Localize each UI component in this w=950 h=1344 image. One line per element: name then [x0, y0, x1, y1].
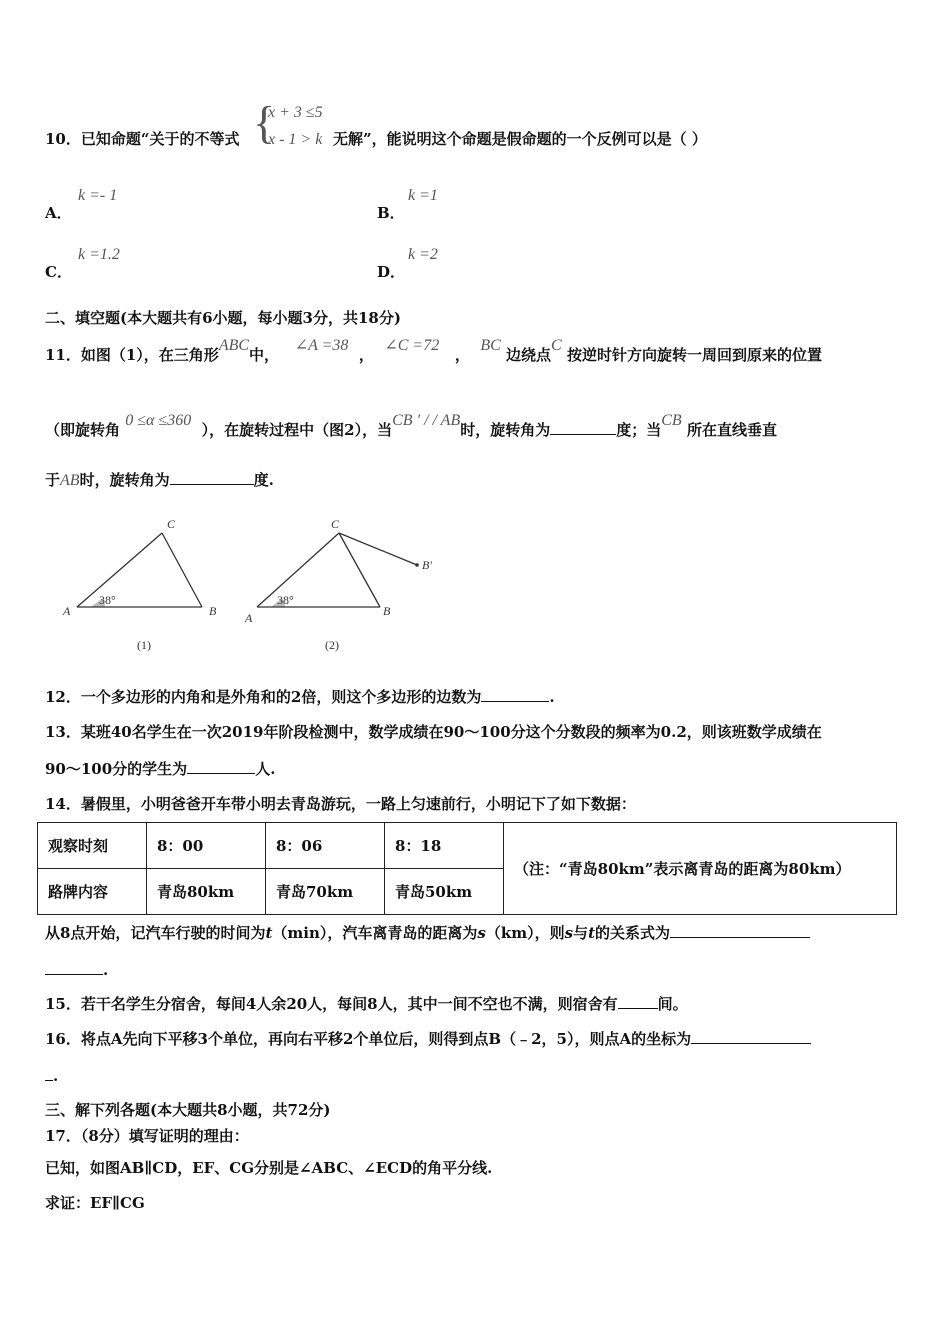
- q10-option-a-label[interactable]: A．: [45, 204, 72, 222]
- q17-given: 已知，如图AB∥CD，EF、CG分别是∠ABC、∠ECD的角平分线.: [45, 1159, 493, 1177]
- q14-after-b: （min），汽车离青岛的距离为: [272, 924, 478, 942]
- q14-intro: 14．暑假里，小明爸爸开车带小明去青岛游玩，一路上匀速前行，小明记下了如下数据：: [45, 795, 636, 813]
- q11-l3-t1: 于: [45, 471, 61, 489]
- side-ac: [77, 533, 162, 607]
- q14-after-c: （km），则: [485, 924, 565, 942]
- q14-continuation: [45, 960, 108, 979]
- section-2-heading: 二、填空题(本大题共有6小题，每小题3分，共18分): [45, 309, 401, 327]
- table-cell: 8：00: [147, 823, 266, 869]
- table-cell: 青岛70km: [266, 869, 385, 915]
- q15-end: 间。: [657, 995, 688, 1013]
- q13-line-2: [45, 758, 275, 779]
- q13-answer-blank[interactable]: [187, 759, 255, 774]
- q14-s-var: s: [477, 924, 486, 942]
- q11-line-2: [45, 412, 777, 440]
- q10-option-c-label[interactable]: C．: [45, 263, 72, 281]
- q11-l2-t1: （即旋转角: [45, 421, 121, 439]
- section-3-heading: 三、解下列各题(本大题共8小题，共72分): [45, 1101, 331, 1119]
- q13-line-1: 13．某班40名学生在一次2019年阶段检测中，数学成绩在90～100分这个分数段的频率为0.2，则该班数学成绩在: [45, 723, 822, 741]
- side-ac: [257, 533, 339, 607]
- q11-t6: 按逆时针方向旋转一周回到原来的位置: [566, 346, 822, 364]
- q16-text: 16．将点A先向下平移3个单位，再向右平移2个单位后，则得到点B（﹣2，5），则点A的坐标为: [45, 1030, 692, 1048]
- q11-l3-m1: AB: [60, 472, 80, 489]
- table-cell: 青岛50km: [385, 869, 504, 915]
- q14-after-d: 与: [573, 924, 589, 942]
- q10-option-b-label[interactable]: B．: [377, 204, 405, 222]
- q16-line: [45, 1028, 811, 1049]
- rotated-side-cb-prime: [339, 533, 417, 565]
- q12-end: .: [549, 688, 555, 706]
- table-note: （注：“青岛80km”表示离青岛的距离为80km）: [504, 823, 897, 915]
- q14-after-e: 的关系式为: [595, 924, 671, 942]
- q16-end: .: [53, 1067, 59, 1085]
- q10-option-a-expr: k =- 1: [78, 187, 118, 204]
- table-cell: 8：18: [385, 823, 504, 869]
- vertex-b-label: B: [383, 604, 391, 618]
- q11-t2: 中，: [249, 346, 280, 364]
- q12-text: 12．一个多边形的内角和是外角和的2倍，则这个多边形的边数为: [45, 688, 482, 706]
- q11-t1: 11．如图（1），在三角形: [45, 346, 219, 364]
- triangle-figure-2: [237, 510, 447, 660]
- q10-option-d-expr: k =2: [408, 246, 438, 263]
- q11-l2-t4: 度；当: [616, 421, 662, 439]
- angle-a-label: 38°: [99, 593, 116, 607]
- vertex-a-label: A: [245, 611, 253, 625]
- vertex-a-label: A: [63, 604, 71, 618]
- q13-end: 人.: [255, 760, 276, 778]
- q11-answer-blank-1[interactable]: [550, 420, 616, 435]
- angle-a-label: 38°: [277, 593, 294, 607]
- q11-t3: ，: [358, 346, 374, 364]
- table-row: [38, 823, 897, 869]
- vertex-c-label: C: [331, 517, 340, 531]
- table-cell: 8：06: [266, 823, 385, 869]
- q17-prove: 求证：EF∥CG: [45, 1194, 145, 1212]
- table-cell: 观察时刻: [38, 823, 147, 869]
- q14-answer-blank-continued[interactable]: [45, 960, 103, 975]
- q10-prefix: 10．已知命题“关于的不等式: [45, 130, 240, 148]
- vertex-c-label: C: [167, 517, 176, 531]
- point-b-prime: [415, 563, 419, 567]
- figure-1-caption: (1): [137, 638, 151, 652]
- q11-l3-t2: 时，旋转角为: [79, 471, 170, 489]
- q11-t5: 边绕点: [506, 346, 552, 364]
- q11-m3: ∠C =72: [384, 337, 440, 354]
- q12-answer-blank[interactable]: [481, 687, 549, 702]
- q14-t-var: t: [265, 924, 273, 942]
- q11-l2-t3: 时，旋转角为: [460, 421, 551, 439]
- q11-line-1: [45, 337, 822, 365]
- q11-answer-blank-2[interactable]: [170, 470, 254, 485]
- q14-s-var-2: s: [564, 924, 574, 942]
- q14-t-var-2: t: [588, 924, 595, 942]
- q11-l2-t5: 所在直线垂直: [686, 421, 777, 439]
- q11-m5: C: [551, 337, 562, 354]
- system-brace: {: [253, 97, 276, 148]
- q11-m4: BC: [480, 337, 501, 354]
- q10-option-b-expr: k =1: [408, 187, 438, 204]
- q10-option-c-expr: k =1.2: [78, 246, 120, 263]
- q15-answer-blank[interactable]: [618, 994, 658, 1009]
- table-cell: 青岛80km: [147, 869, 266, 915]
- q11-line-3: [45, 469, 274, 490]
- q11-l2-t2: ），在旋转过程中（图2），当: [201, 421, 393, 439]
- q11-m2: ∠A =38: [294, 337, 349, 354]
- q10-suffix: 无解”，能说明这个命题是假命题的一个反例可以是（ ）: [333, 130, 707, 148]
- figure-2-caption: (2): [325, 638, 339, 652]
- q10-inequality-1: x + 3 ≤5: [268, 104, 323, 121]
- q14-after-a: 从8点开始，记汽车行驶的时间为: [45, 924, 266, 942]
- q16-continuation: [45, 1066, 58, 1085]
- q10-inequality-2: x - 1 > k: [268, 131, 323, 148]
- q12-line: [45, 686, 555, 707]
- q11-l2-m2: CB ′ / / AB: [392, 412, 461, 429]
- vertex-b-prime-label: B′: [422, 558, 432, 572]
- side-bc: [339, 533, 380, 607]
- q10-option-d-label[interactable]: D．: [377, 263, 406, 281]
- q11-m1: ABC: [218, 337, 250, 354]
- triangle-figure-1: [55, 510, 225, 660]
- q11-l2-m1: 0 ≤α ≤360: [125, 412, 192, 429]
- table-cell: 路牌内容: [38, 869, 147, 915]
- q15-text: 15．若干名学生分宿舍，每间4人余20人，每间8人，其中一间不空也不满，则宿舍有: [45, 995, 618, 1013]
- q11-t4: ，: [454, 346, 470, 364]
- q17-title: 17．（8分）填写证明的理由：: [45, 1127, 249, 1145]
- observation-table: [37, 822, 897, 915]
- q11-l2-m3: CB: [661, 412, 682, 429]
- q11-l3-t3: 度.: [253, 471, 274, 489]
- q13-line-2-text: 90～100分的学生为: [45, 760, 188, 778]
- q16-answer-blank[interactable]: [691, 1029, 811, 1044]
- q15-line: [45, 993, 688, 1014]
- vertex-b-label: B: [209, 604, 217, 618]
- q14-end: .: [103, 961, 109, 979]
- side-bc: [162, 533, 202, 607]
- q16-answer-blank-continued[interactable]: [45, 1066, 53, 1081]
- q14-answer-blank[interactable]: [670, 923, 810, 938]
- q14-question-line: [45, 922, 810, 943]
